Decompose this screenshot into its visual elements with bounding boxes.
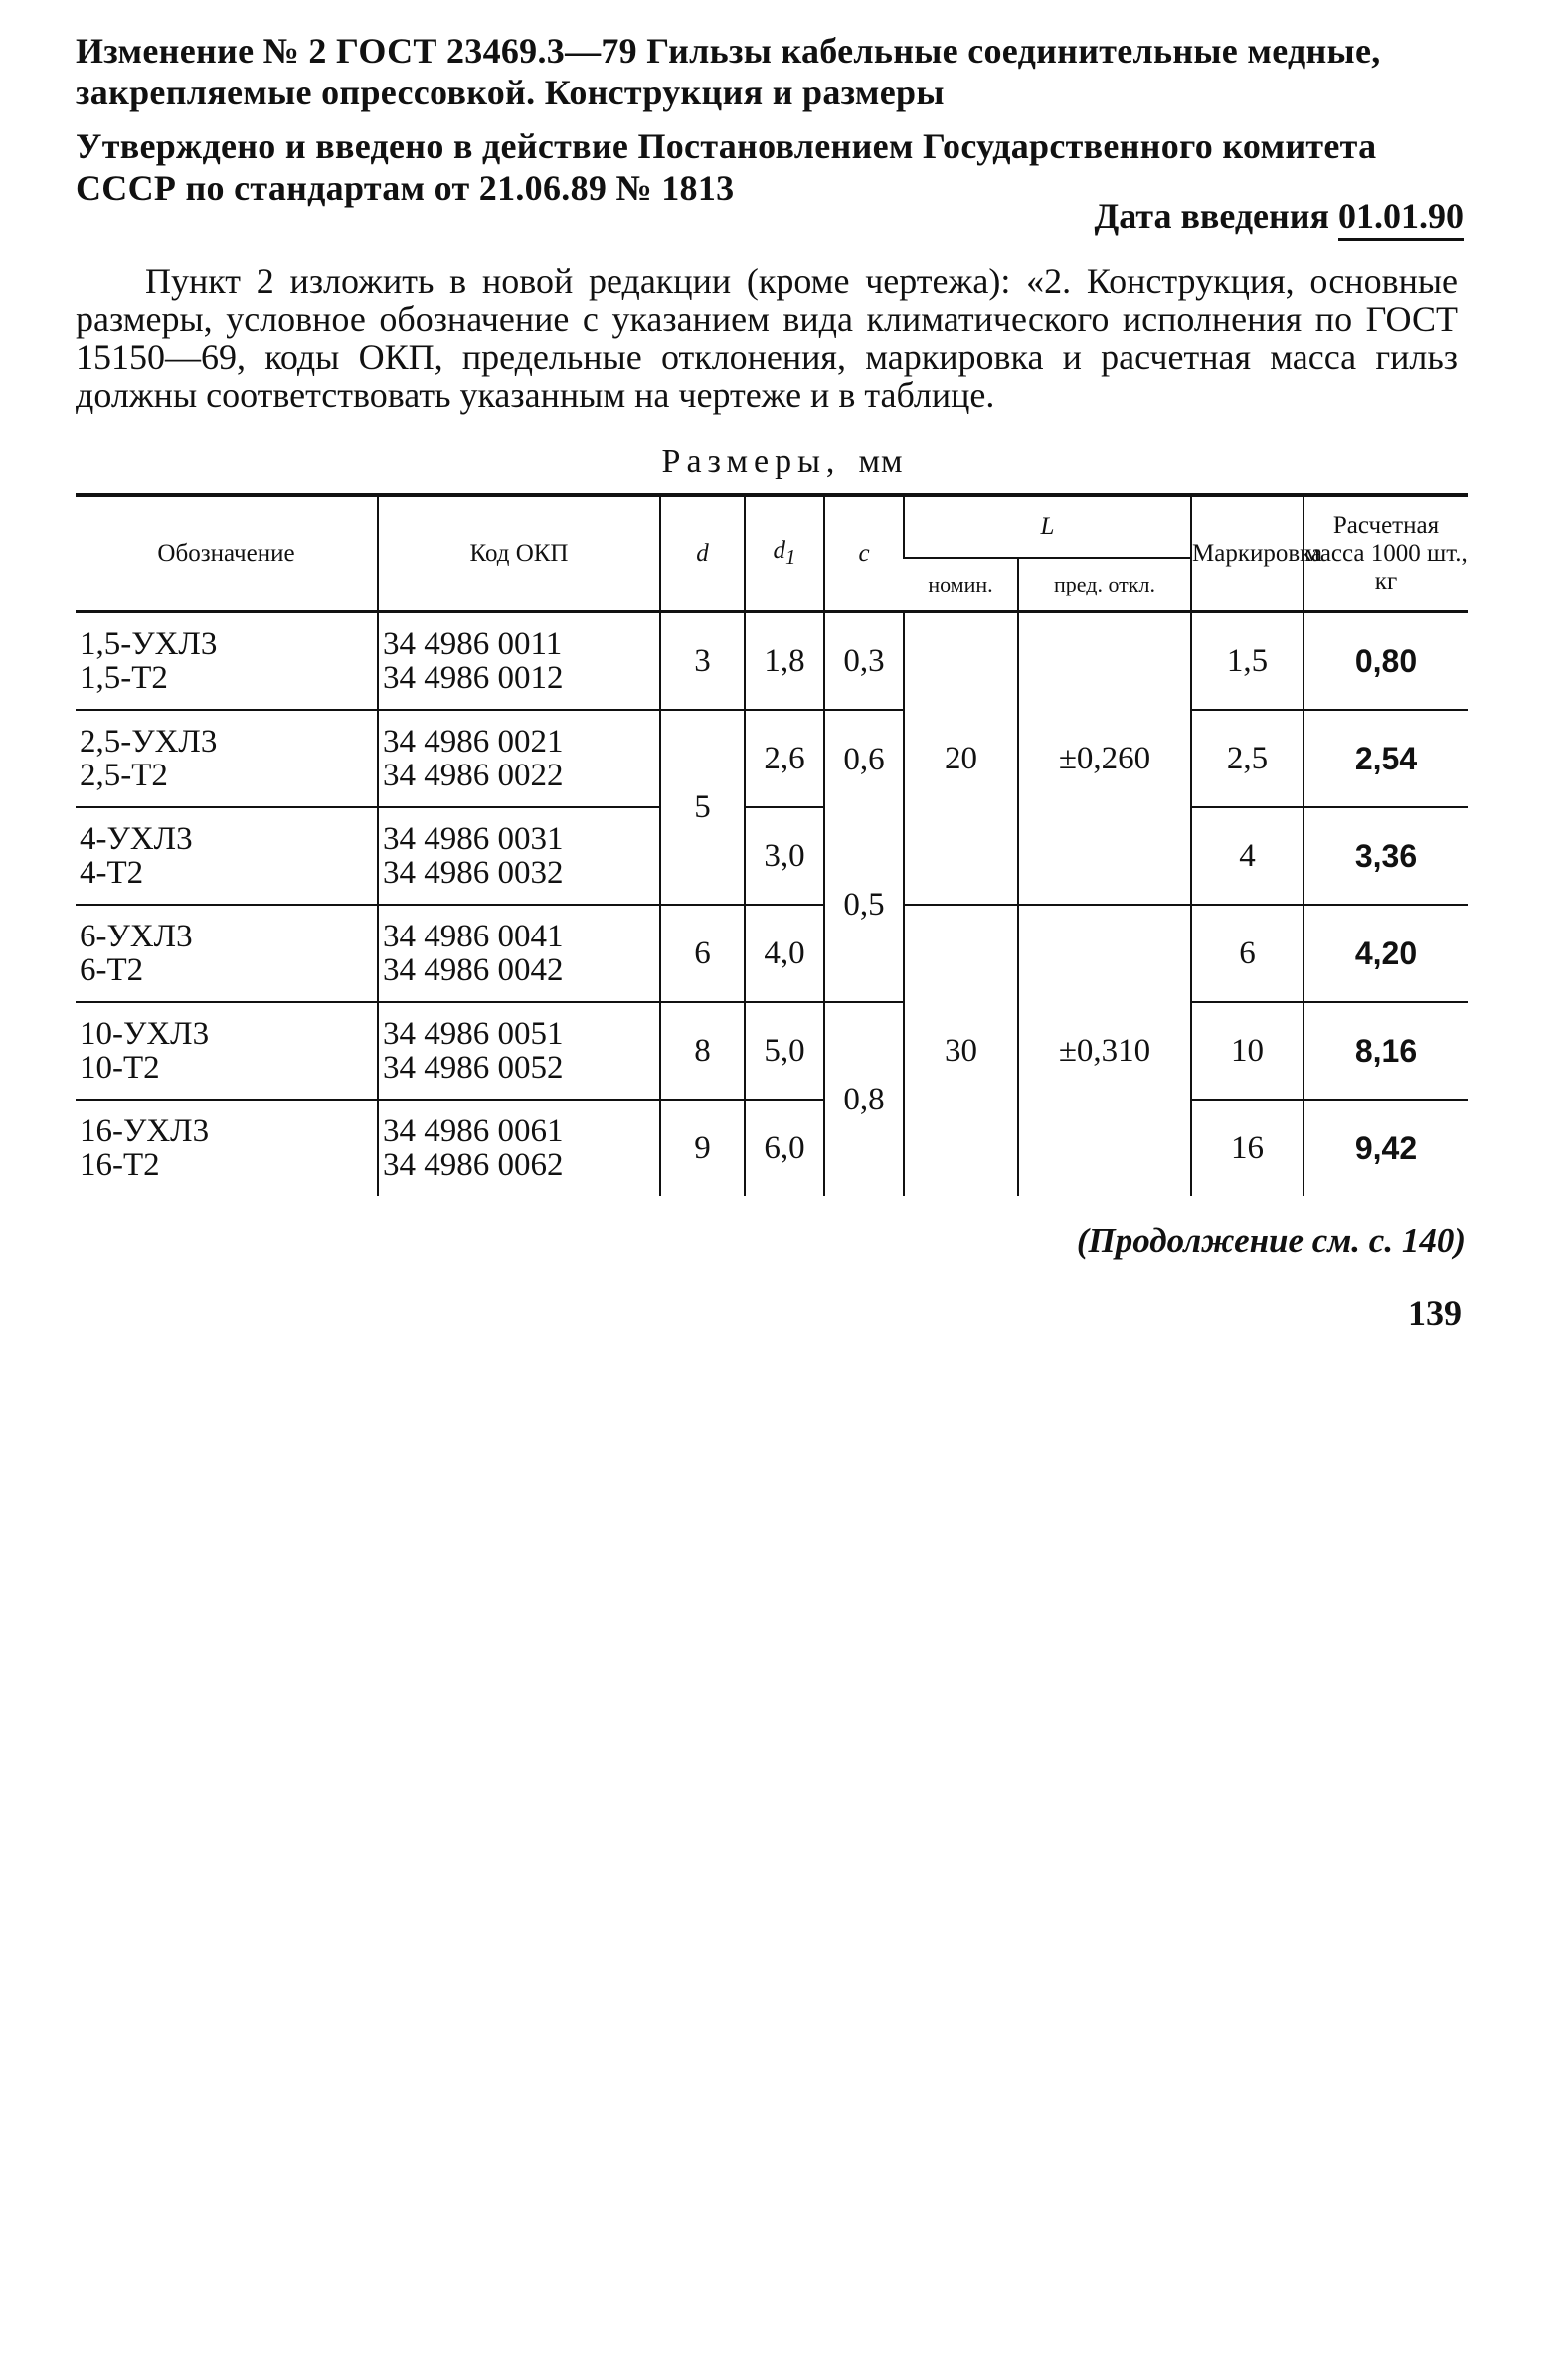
okp-code-1: 34 4986 0031 — [383, 821, 564, 857]
table-row — [76, 1002, 1468, 1100]
amendment-title: Изменение № 2 ГОСТ 23469.3—79 Гильзы кабельные соединительные медные, закрепляемые опрессовкой. Конструкция и размеры — [76, 31, 1381, 112]
d1-cell: 2,6 — [745, 710, 824, 807]
d-cell: 8 — [660, 1002, 745, 1100]
okp-code-1: 34 4986 0011 — [383, 626, 563, 662]
okp-code-2: 34 4986 0032 — [383, 855, 564, 891]
d1-cell: 5,0 — [745, 1002, 824, 1100]
designation-cell — [76, 905, 378, 1002]
col-header-designation: Обозначение — [76, 495, 378, 612]
d-cell: 3 — [660, 612, 745, 711]
table-caption-unit: мм — [858, 443, 904, 480]
designation-cell — [76, 1002, 378, 1100]
col-header-L: L — [904, 495, 1191, 558]
L-dev-cell: ±0,260 — [1018, 612, 1191, 906]
okp-code-1: 34 4986 0041 — [383, 919, 564, 954]
d1-cell: 6,0 — [745, 1100, 824, 1196]
designation-uhl: 1,5-УХЛ3 — [80, 626, 218, 662]
d-cell: 9 — [660, 1100, 745, 1196]
designation-uhl: 2,5-УХЛ3 — [80, 724, 218, 760]
designation-t: 4-Т2 — [80, 855, 144, 891]
col-header-marking: Маркировка — [1191, 495, 1304, 612]
okp-code-1: 34 4986 0061 — [383, 1113, 564, 1149]
page-number: 139 — [1408, 1293, 1462, 1333]
okp-code-1: 34 4986 0051 — [383, 1016, 564, 1052]
okp-code-2: 34 4986 0022 — [383, 758, 564, 793]
L-nom-cell: 20 — [904, 612, 1018, 906]
designation-t: 10-Т2 — [80, 1050, 160, 1086]
marking-cell: 4 — [1191, 807, 1304, 905]
L-nom-cell: 30 — [904, 905, 1018, 1196]
col-header-mass: Расчетная масса 1000 шт., кг — [1304, 495, 1468, 612]
table-row — [76, 1100, 1468, 1196]
marking-cell: 2,5 — [1191, 710, 1304, 807]
d1-cell: 3,0 — [745, 807, 824, 905]
col-header-c: c — [824, 495, 904, 612]
table-row — [76, 905, 1468, 1002]
okp-cell — [378, 710, 660, 807]
col-header-d1-sub: 1 — [785, 545, 796, 569]
designation-uhl: 10-УХЛ3 — [80, 1016, 210, 1052]
okp-code-1: 34 4986 0021 — [383, 724, 564, 760]
effective-date-line — [1095, 195, 1465, 237]
designation-uhl: 4-УХЛ3 — [80, 821, 193, 857]
c-cell: 0,5 — [824, 807, 904, 1002]
designation-t: 6-Т2 — [80, 952, 144, 988]
col-header-L-dev: пред. откл. — [1018, 558, 1191, 612]
table-caption-word: Размеры, — [661, 443, 841, 480]
dimensions-table — [76, 493, 1468, 1196]
designation-t: 2,5-Т2 — [80, 758, 168, 793]
okp-cell — [378, 807, 660, 905]
col-header-d: d — [660, 495, 745, 612]
okp-cell — [378, 1100, 660, 1196]
mass-cell: 8,16 — [1304, 1002, 1468, 1100]
marking-cell: 16 — [1191, 1100, 1304, 1196]
designation-uhl: 6-УХЛ3 — [80, 919, 193, 954]
okp-code-2: 34 4986 0052 — [383, 1050, 564, 1086]
designation-cell — [76, 710, 378, 807]
table-row — [76, 612, 1468, 711]
designation-cell — [76, 1100, 378, 1196]
mass-cell: 2,54 — [1304, 710, 1468, 807]
designation-cell — [76, 807, 378, 905]
c-cell: 0,8 — [824, 1002, 904, 1196]
table-row — [76, 710, 1468, 807]
okp-cell — [378, 612, 660, 711]
table-row — [76, 807, 1468, 905]
d-cell: 5 — [660, 710, 745, 905]
marking-cell: 10 — [1191, 1002, 1304, 1100]
continuation-note: (Продолжение см. с. 140) — [1076, 1221, 1466, 1260]
c-cell: 0,6 — [824, 710, 904, 807]
designation-cell — [76, 612, 378, 711]
d-cell: 6 — [660, 905, 745, 1002]
col-header-d1-letter: d — [773, 537, 786, 564]
col-header-d1 — [745, 495, 824, 612]
okp-code-2: 34 4986 0042 — [383, 952, 564, 988]
table-caption — [0, 443, 1565, 481]
designation-t: 16-Т2 — [80, 1147, 160, 1183]
mass-cell: 0,80 — [1304, 612, 1468, 711]
mass-cell: 4,20 — [1304, 905, 1468, 1002]
effective-date-label: Дата введения — [1094, 196, 1329, 236]
mass-cell: 3,36 — [1304, 807, 1468, 905]
mass-cell: 9,42 — [1304, 1100, 1468, 1196]
marking-cell: 1,5 — [1191, 612, 1304, 711]
okp-cell — [378, 1002, 660, 1100]
approval-statement: Утверждено и введено в действие Постановлением Государственного комитета СССР по стандартам от 21.06.89 № 1813 — [76, 126, 1377, 208]
c-cell: 0,3 — [824, 612, 904, 711]
okp-cell — [378, 905, 660, 1002]
d1-cell: 1,8 — [745, 612, 824, 711]
okp-code-2: 34 4986 0062 — [383, 1147, 564, 1183]
L-dev-cell: ±0,310 — [1018, 905, 1191, 1196]
d1-cell: 4,0 — [745, 905, 824, 1002]
okp-code-2: 34 4986 0012 — [383, 660, 564, 696]
col-header-okp: Код ОКП — [378, 495, 660, 612]
designation-t: 1,5-Т2 — [80, 660, 168, 696]
amendment-paragraph: Пункт 2 изложить в новой редакции (кроме чертежа): «2. Конструкция, основные размеры, условное обозначение с указанием вида климатического исполнения по ГОСТ 15150—69, коды ОКП, предельные отклонения, маркировка и расчетная масса гильз должны соответствовать указанным на чертеже и в таблице. — [76, 261, 1458, 415]
effective-date-value: 01.01.90 — [1338, 196, 1464, 241]
marking-cell: 6 — [1191, 905, 1304, 1002]
col-header-L-nom: номин. — [904, 558, 1018, 612]
designation-uhl: 16-УХЛ3 — [80, 1113, 210, 1149]
